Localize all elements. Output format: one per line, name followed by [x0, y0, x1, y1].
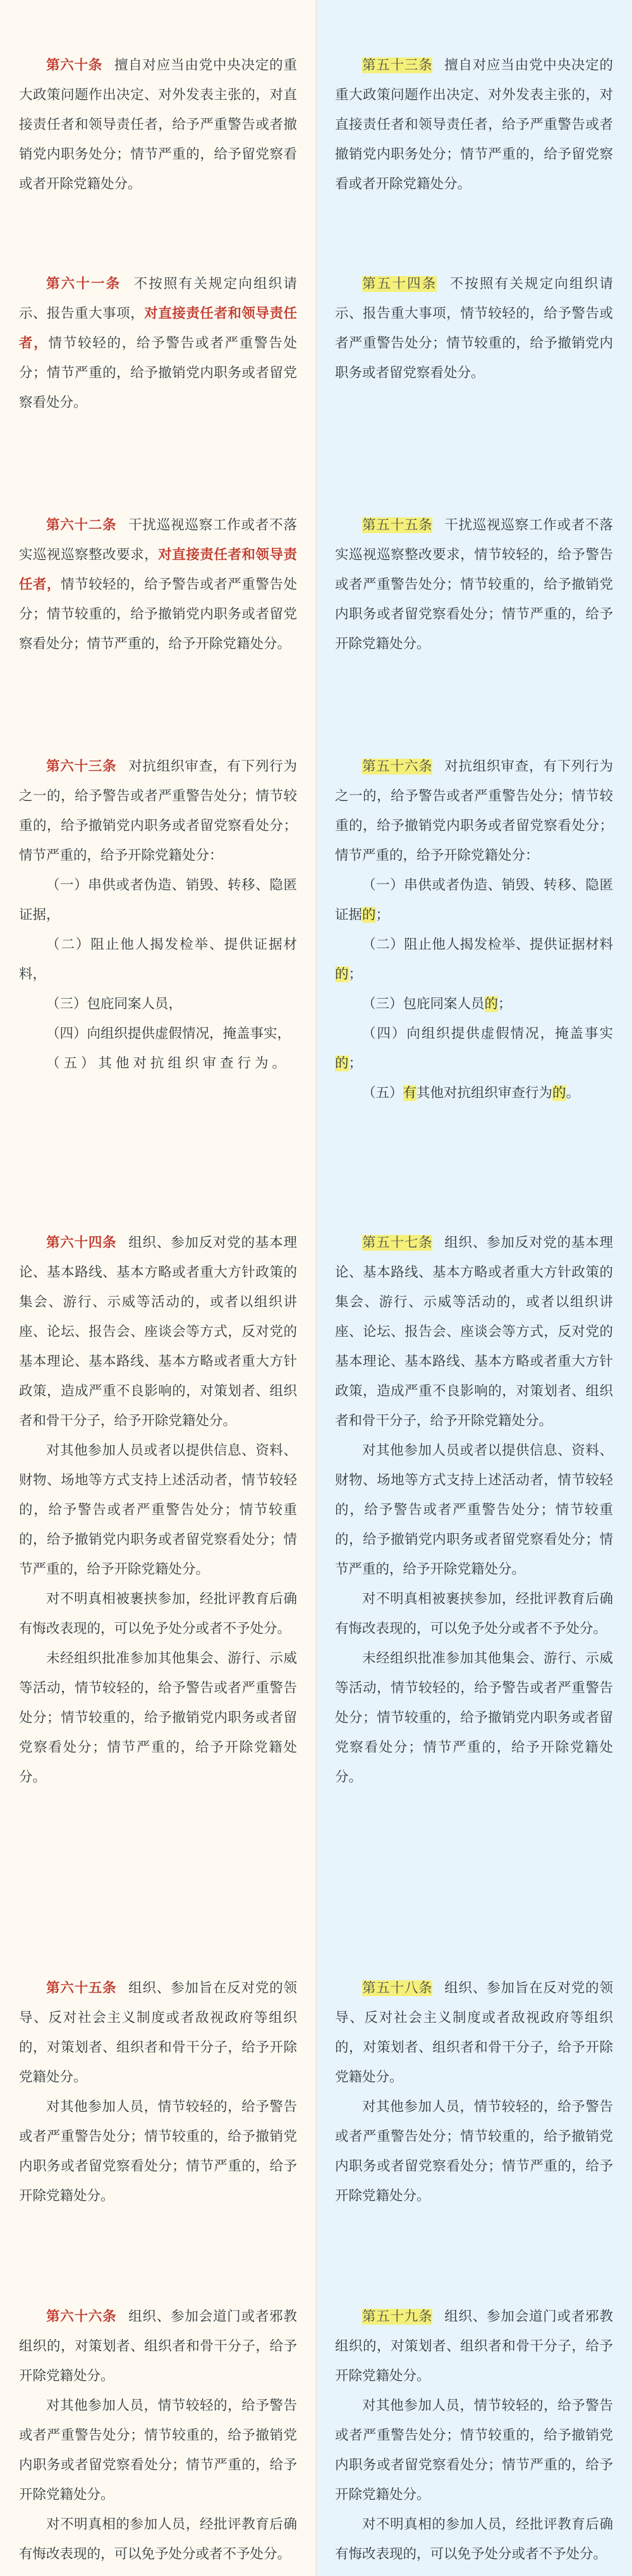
list-item — [335, 1019, 613, 1078]
article-59-p2: 对其他参加人员，情节较轻的，给予警告或者严重警告处分；情节较重的，给予撤销党内职务或者留党察看处分；情节严重的，给予开除党籍处分。 — [335, 2398, 613, 2503]
article-60-text — [19, 51, 297, 199]
article-65-p2: 对其他参加人员，情节较轻的，给予警告或者严重警告处分；情节较重的，给予撤销党内职务或者留党察看处分；情节严重的，给予开除党籍处分。 — [19, 2099, 297, 2204]
list-item-punct: ； — [348, 1056, 363, 1071]
article-number: 第五十三条 — [362, 57, 433, 73]
list-item-punct: ； — [348, 966, 363, 982]
article-number: 第五十八条 — [362, 1980, 433, 1996]
article-66-p3: 对不明真相的参加人员，经批评教育后确有悔改表现的，可以免予处分或者不予处分。 — [19, 2517, 297, 2562]
article-55-text — [335, 510, 613, 659]
article-53-text — [335, 51, 613, 199]
article-55 — [335, 510, 613, 701]
article-61-text — [19, 269, 297, 418]
right-column — [316, 0, 632, 2576]
article-body: 不按照有关规定向组织请示、报告重大事项， — [19, 276, 297, 322]
article-number: 第六十一条 — [46, 276, 121, 292]
article-57-p4: 未经组织批准参加其他集会、游行、示威等活动，情节较轻的，给予警告或者严重警告处分；情节较重的，给予撤销党内职务或者留党察看处分；情节严重的，给予开除党籍处分。 — [335, 1651, 613, 1785]
article-59-p3: 对不明真相的参加人员，经批评教育后确有悔改表现的，可以免予处分或者不予处分。 — [335, 2517, 613, 2562]
list-item-punct: 。 — [566, 1085, 580, 1101]
list-item-punct: ； — [498, 996, 512, 1012]
article-body: 干扰巡视巡察工作或者不落实巡视巡察整改要求， — [19, 517, 297, 563]
article-63 — [19, 752, 297, 1189]
list-item-text: （一）串供或者伪造、销毁、转移、隐匿证据 — [335, 877, 613, 923]
list-item-punct: ； — [375, 907, 390, 923]
article-66 — [19, 2302, 297, 2569]
article-number: 第五十九条 — [362, 2309, 433, 2325]
article-body: 组织、参加反对党的基本理论、基本路线、基本方略或者重大方针政策的集会、游行、示威等活动的，或者以组织讲座、论坛、报告会、座谈会等方式，反对党的基本理论、基本路线、基本方略或者重大方针政策，造成严重不良影响的，对策划者、组织者和骨干分子，给予开除党籍处分。 — [335, 1235, 613, 1429]
list-item: （二）阻止他人揭发检举、提供证据材料， — [19, 937, 297, 982]
emphasis-text: 对直接责任者和领导责任者， — [19, 547, 297, 593]
article-64-p1 — [19, 1228, 297, 1436]
article-53 — [335, 51, 613, 250]
article-65-p1 — [19, 1973, 297, 2092]
list-item-text: 其他对抗组织审查行为 — [416, 1085, 553, 1101]
article-body: 对抗组织审查，有下列行为之一的，给予警告或者严重警告处分；情节较重的，给予撤销党内职务或者留党察看处分；情节严重的，给予开除党籍处分： — [19, 759, 297, 864]
article-65 — [19, 1973, 297, 2270]
article-body: 干扰巡视巡察工作或者不落实巡视巡察整改要求，情节较轻的，给予警告或者严重警告处分；情节较重的，给予撤销党内职务或者留党察看处分；情节严重的，给予开除党籍处分。 — [335, 517, 613, 652]
list-item-text: （四）向组织提供虚假情况，掩盖事实 — [362, 1026, 613, 1042]
highlight-change: 的 — [335, 1056, 349, 1071]
list-item — [335, 930, 613, 989]
article-body: 对抗组织审查，有下列行为之一的，给予警告或者严重警告处分；情节较重的，给予撤销党内职务或者留党察看处分；情节严重的，给予开除党籍处分： — [335, 759, 613, 864]
article-number: 第五十六条 — [362, 759, 433, 774]
list-item: （一）串供或者伪造、销毁、转移、隐匿证据， — [19, 877, 297, 923]
article-60 — [19, 51, 297, 250]
list-item-text: （二）阻止他人揭发检举、提供证据材料 — [362, 937, 613, 953]
article-57-p3: 对不明真相被裹挟参加，经批评教育后确有悔改表现的，可以免予处分或者不予处分。 — [335, 1591, 613, 1637]
highlight-change: 的 — [484, 996, 499, 1012]
list-item — [335, 989, 613, 1019]
highlight-change: 有 — [403, 1085, 417, 1101]
article-54-text — [335, 269, 613, 388]
article-61 — [19, 269, 297, 460]
article-body: 组织、参加旨在反对党的领导、反对社会主义制度或者敌视政府等组织的，对策划者、组织者和骨干分子，给予开除党籍处分。 — [19, 1980, 297, 2085]
article-63-intro — [19, 752, 297, 870]
article-number: 第六十六条 — [46, 2309, 117, 2325]
article-56 — [335, 752, 613, 1189]
article-57-p1 — [335, 1228, 613, 1436]
article-62-text — [19, 510, 297, 659]
article-number: 第五十五条 — [362, 517, 433, 533]
article-62 — [19, 510, 297, 701]
article-56-intro — [335, 752, 613, 870]
article-64-p3: 对不明真相被裹挟参加，经批评教育后确有悔改表现的，可以免予处分或者不予处分。 — [19, 1591, 297, 1637]
emphasis-text: 对直接责任者和领导责任者， — [19, 306, 297, 351]
article-59 — [335, 2302, 613, 2569]
article-number: 第五十四条 — [362, 276, 437, 292]
article-54 — [335, 269, 613, 460]
article-59-p1 — [335, 2302, 613, 2391]
article-57 — [335, 1228, 613, 1935]
article-body: 情节较轻的，给予警告或者严重警告处分；情节严重的，给予撤销党内职务或者留党察看处分。 — [19, 335, 297, 411]
list-item-text: （三）包庇同案人员 — [362, 996, 485, 1012]
article-number: 第六十条 — [46, 57, 103, 73]
article-body: 情节较轻的，给予警告或者严重警告处分；情节较重的，给予撤销党内职务或者留党察看处分；情节严重的，给予开除党籍处分。 — [19, 577, 297, 652]
highlight-change: 的 — [552, 1085, 566, 1101]
article-64-p4: 未经组织批准参加其他集会、游行、示威等活动，情节较轻的，给予警告或者严重警告处分；情节较重的，给予撤销党内职务或者留党察看处分；情节严重的，给予开除党籍处分。 — [19, 1651, 297, 1785]
list-item: （四）向组织提供虚假情况，掩盖事实， — [46, 1026, 291, 1042]
column-divider — [315, 0, 317, 2576]
article-66-p1 — [19, 2302, 297, 2391]
article-body: 组织、参加会道门或者邪教组织的，对策划者、组织者和骨干分子，给予开除党籍处分。 — [335, 2309, 613, 2384]
article-body: 擅自对应当由党中央决定的重大政策问题作出决定、对外发表主张的，对直接责任者和领导责任者，给予严重警告或者撤销党内职务处分；情节严重的，给予留党察看或者开除党籍处分。 — [335, 57, 613, 192]
list-item: （五）其他对抗组织审查行为。 — [46, 1056, 290, 1071]
list-item — [335, 1078, 613, 1108]
article-body: 组织、参加旨在反对党的领导、反对社会主义制度或者敌视政府等组织的，对策划者、组织者和骨干分子，给予开除党籍处分。 — [335, 1980, 613, 2085]
article-66-p2: 对其他参加人员，情节较轻的，给予警告或者严重警告处分；情节较重的，给予撤销党内职务或者留党察看处分；情节严重的，给予开除党籍处分。 — [19, 2398, 297, 2503]
highlight-change: 的 — [335, 966, 349, 982]
article-number: 第六十四条 — [46, 1235, 117, 1251]
list-item — [335, 870, 613, 930]
article-number: 第五十七条 — [362, 1235, 433, 1251]
list-item-text: （五） — [362, 1085, 403, 1101]
article-number: 第六十五条 — [46, 1980, 117, 1996]
article-58-p1 — [335, 1973, 613, 2092]
list-item: （三）包庇同案人员， — [46, 996, 183, 1012]
article-number: 第六十三条 — [46, 759, 117, 774]
article-64 — [19, 1228, 297, 1935]
article-57-p2: 对其他参加人员或者以提供信息、资料、财物、场地等方式支持上述活动者，情节较轻的，给予警告或者严重警告处分；情节较重的，给予撤销党内职务或者留党察看处分；情节严重的，给予开除党籍处分。 — [335, 1443, 613, 1577]
article-body: 组织、参加会道门或者邪教组织的，对策划者、组织者和骨干分子，给予开除党籍处分。 — [19, 2309, 297, 2384]
article-number: 第六十二条 — [46, 517, 117, 533]
article-body: 不按照有关规定向组织请示、报告重大事项，情节较轻的，给予警告或者严重警告处分；情节较重的，给予撤销党内职务或者留党察看处分。 — [335, 276, 613, 381]
article-body: 组织、参加反对党的基本理论、基本路线、基本方略或者重大方针政策的集会、游行、示威等活动的，或者以组织讲座、论坛、报告会、座谈会等方式，反对党的基本理论、基本路线、基本方略或者重大方针政策，造成严重不良影响的，对策划者、组织者和骨干分子，给予开除党籍处分。 — [19, 1235, 297, 1429]
article-64-p2: 对其他参加人员或者以提供信息、资料、财物、场地等方式支持上述活动者，情节较轻的，给予警告或者严重警告处分；情节较重的，给予撤销党内职务或者留党察看处分；情节严重的，给予开除党籍处分。 — [19, 1443, 297, 1577]
article-58-p2: 对其他参加人员，情节较轻的，给予警告或者严重警告处分；情节较重的，给予撤销党内职务或者留党察看处分；情节严重的，给予开除党籍处分。 — [335, 2099, 613, 2204]
article-58 — [335, 1973, 613, 2270]
article-body: 擅自对应当由党中央决定的重大政策问题作出决定、对外发表主张的，对直接责任者和领导责任者，给予严重警告或者撤销党内职务处分；情节严重的，给予留党察看或者开除党籍处分。 — [19, 57, 297, 192]
highlight-change: 的 — [362, 907, 376, 923]
